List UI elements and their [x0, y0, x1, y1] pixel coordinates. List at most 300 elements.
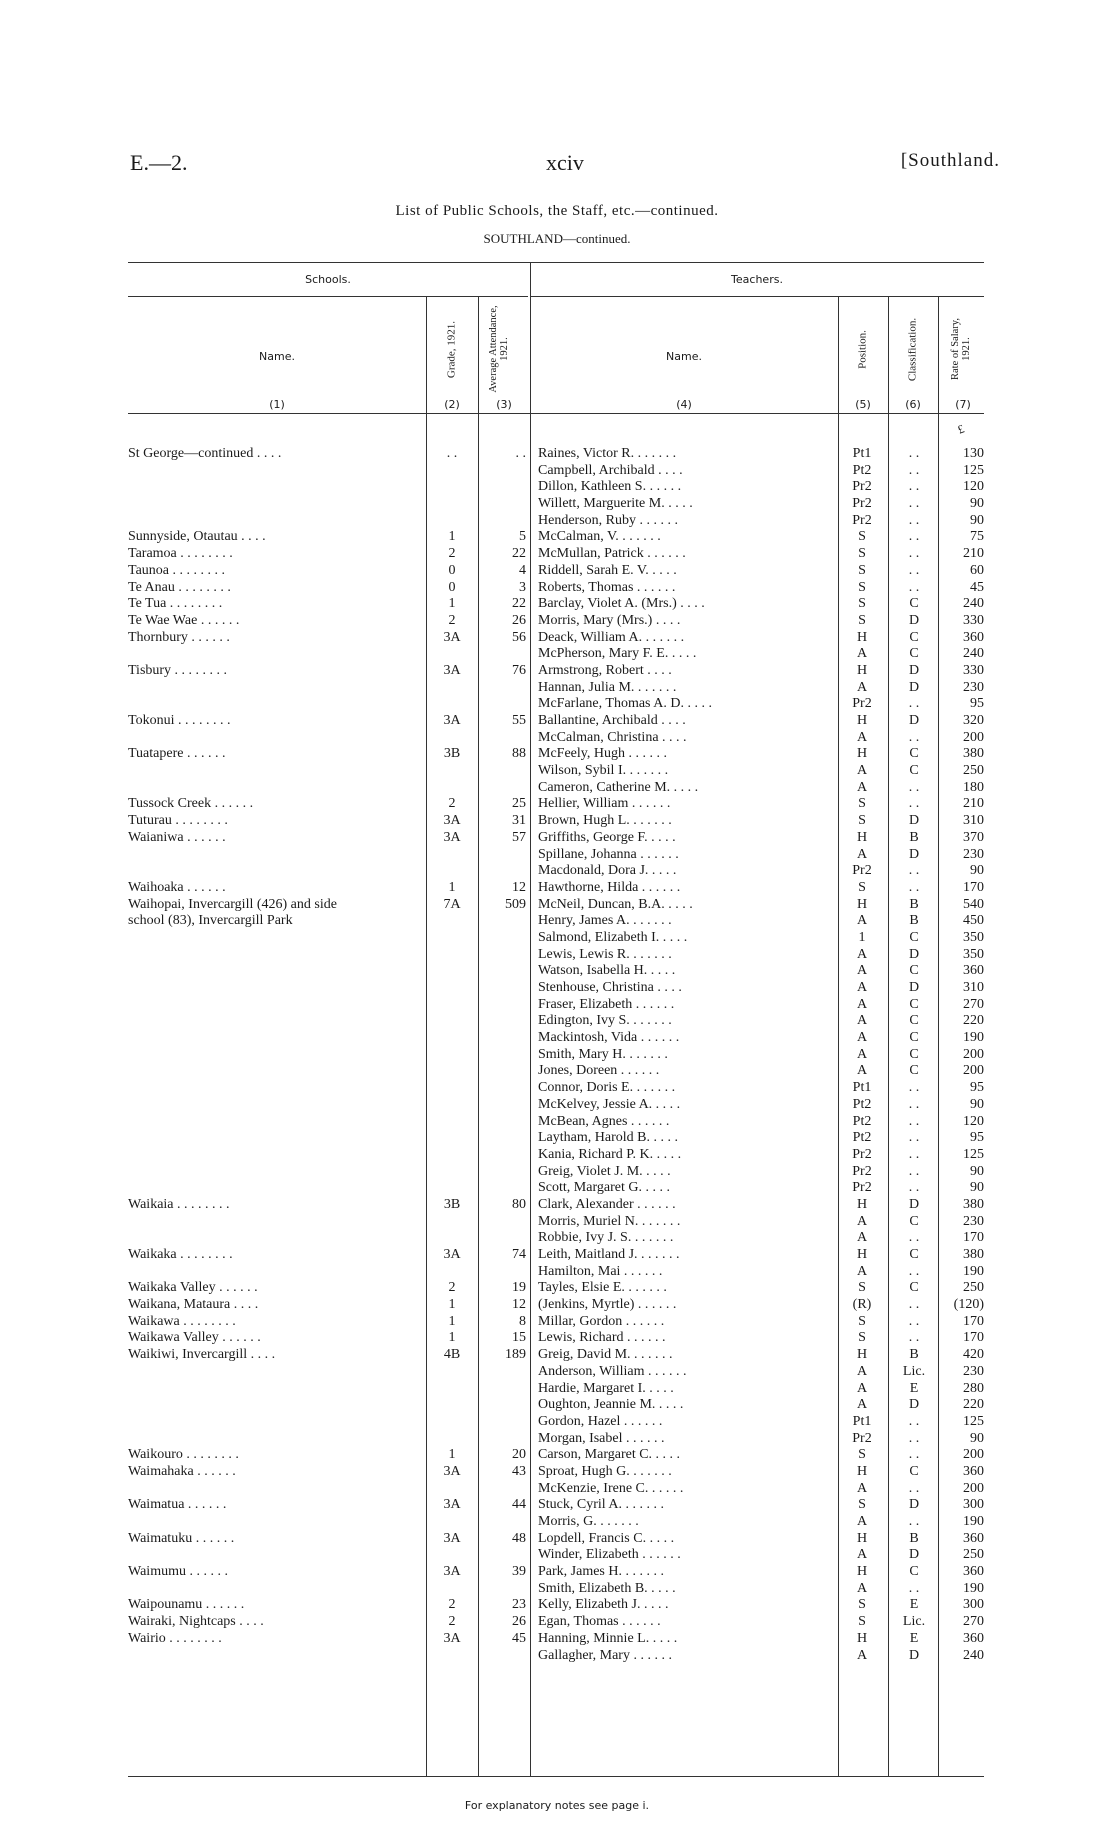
school-name-cell: Tokonui . . . . . . . .	[128, 713, 231, 728]
school-name-cell: Waimatua . . . . . .	[128, 1497, 227, 1513]
table-row	[0, 680, 1114, 697]
grade-cell: 3A	[443, 1530, 461, 1546]
teacher-name-cell: Hamilton, Mai . . . . . .	[538, 1263, 663, 1279]
position-cell: A	[856, 980, 868, 995]
table-row	[0, 730, 1114, 747]
teacher-name-cell: Edington, Ivy S. . . . . . .	[538, 1013, 672, 1029]
classification-cell: . .	[908, 562, 920, 578]
position-cell: S	[858, 546, 866, 562]
position-cell: S	[858, 596, 866, 612]
teacher-name-cell: Oughton, Jeannie M. . . . .	[538, 1397, 684, 1413]
table-row	[0, 847, 1114, 864]
position-cell: A	[856, 963, 868, 979]
salary-cell: 75	[970, 529, 984, 545]
position-cell: A	[856, 1514, 868, 1529]
classification-cell: E	[909, 1380, 919, 1396]
attendance-cell: 5	[519, 529, 526, 545]
school-name-cell: Tussock Creek . . . . . .	[128, 796, 254, 812]
region-header: [Southland.	[900, 150, 1000, 171]
position-cell: Pt2	[852, 462, 872, 478]
table-row	[0, 1431, 1114, 1448]
salary-cell: 220	[963, 1013, 984, 1029]
position-cell: S	[858, 612, 866, 628]
salary-cell: 90	[970, 863, 984, 879]
position-cell: A	[856, 1397, 868, 1413]
salary-cell: 310	[963, 813, 984, 829]
salary-cell: 90	[970, 1180, 984, 1196]
teacher-name-cell: Millar, Gordon . . . . . .	[538, 1313, 665, 1329]
teacher-name-cell: Smith, Mary H. . . . . . .	[538, 1046, 668, 1062]
grade-cell: 1	[448, 596, 456, 612]
position-cell: Pr2	[852, 1180, 872, 1196]
section-code: E.—2.	[130, 150, 188, 175]
table-row	[0, 1097, 1114, 1114]
classification-cell: D	[908, 980, 920, 995]
position-cell: H	[856, 1530, 868, 1546]
table-row	[0, 1180, 1114, 1197]
teacher-name-cell: Lewis, Lewis R. . . . . . .	[538, 946, 672, 962]
classification-cell: . .	[908, 1480, 920, 1496]
classification-cell: Lic.	[902, 1363, 926, 1379]
position-cell: H	[856, 1463, 868, 1479]
classification-cell: . .	[908, 1113, 920, 1129]
table-row	[0, 997, 1114, 1014]
table-row	[0, 1631, 1114, 1648]
position-cell: S	[858, 529, 866, 545]
grade-cell: 0	[448, 579, 456, 595]
table-row	[0, 813, 1114, 830]
classification-cell: . .	[908, 1413, 920, 1429]
table-row	[0, 980, 1114, 997]
salary-cell: 95	[970, 696, 984, 712]
position-cell: S	[858, 1447, 866, 1463]
table-row	[0, 1330, 1114, 1347]
classification-cell: . .	[908, 462, 920, 478]
school-name-cell: Tuatapere . . . . . .	[128, 746, 226, 762]
classification-cell: . .	[908, 879, 920, 895]
classification-cell: . .	[908, 1096, 920, 1112]
classification-cell: C	[909, 746, 919, 762]
position-cell: Pt1	[852, 1413, 872, 1429]
teacher-name-cell: Watson, Isabella H. . . . .	[538, 963, 676, 979]
teacher-name-cell: McKenzie, Irene C. . . . . .	[538, 1480, 684, 1496]
attendance-cell: 15	[512, 1330, 526, 1346]
salary-cell: 190	[963, 1263, 984, 1279]
attendance-cell: 3	[519, 579, 526, 595]
page-subtitle: SOUTHLAND—continued.	[483, 231, 631, 246]
attendance-cell: 20	[512, 1447, 526, 1463]
classification-cell: . .	[908, 1080, 920, 1096]
table-row	[0, 1264, 1114, 1281]
table-row	[0, 496, 1114, 513]
teacher-name-cell: Gordon, Hazel . . . . . .	[538, 1413, 663, 1429]
teacher-name-cell: Deack, William A. . . . . . .	[538, 629, 685, 645]
salary-cell: 190	[963, 1580, 984, 1596]
grade-cell: 3B	[443, 1196, 461, 1212]
position-cell: S	[858, 579, 866, 595]
table-row	[0, 646, 1114, 663]
classification-cell: C	[909, 929, 919, 945]
grade-heading: Grade, 1921.	[445, 320, 458, 379]
grade-cell: 1	[448, 879, 456, 895]
salary-cell: 230	[963, 1363, 984, 1379]
table-row	[0, 1214, 1114, 1231]
teacher-name-cell: Armstrong, Robert . . . .	[538, 662, 672, 678]
attendance-cell: 4	[519, 562, 526, 578]
teacher-name-cell: Salmond, Elizabeth I. . . . .	[538, 929, 688, 945]
table-row	[0, 1197, 1114, 1214]
attendance-cell: 31	[512, 813, 526, 829]
table-row	[0, 1130, 1114, 1147]
grade-cell: 4B	[443, 1347, 461, 1363]
classification-cell: . .	[908, 1230, 920, 1246]
classification-cell: D	[908, 662, 920, 678]
grade-cell: 1	[448, 1447, 456, 1463]
position-cell: H	[856, 1347, 868, 1363]
schools-group-rule	[128, 296, 528, 297]
table-row	[0, 780, 1114, 797]
table-row	[0, 1047, 1114, 1064]
position-cell: Pr2	[852, 1146, 872, 1162]
position-cell: S	[858, 796, 866, 812]
classification-cell: . .	[908, 512, 920, 528]
salary-cell: 380	[963, 1247, 984, 1262]
teacher-name-cell: Stuck, Cyril A. . . . . . .	[538, 1497, 665, 1513]
grade-cell: 3A	[443, 1247, 461, 1262]
salary-cell: 360	[963, 1530, 984, 1546]
attendance-cell: 44	[512, 1497, 526, 1513]
position-cell: A	[856, 1263, 868, 1279]
salary-cell: 90	[970, 1430, 984, 1446]
teacher-name-cell: Leith, Maitland J. . . . . . .	[538, 1247, 680, 1262]
salary-cell: 200	[963, 729, 984, 745]
teacher-name-cell: (Jenkins, Myrtle) . . . . . .	[538, 1297, 677, 1313]
table-row	[0, 1114, 1114, 1131]
table-row	[0, 663, 1114, 680]
table-top-rule	[128, 262, 984, 263]
classification-cell: D	[908, 679, 920, 695]
teacher-name-cell: Campbell, Archibald . . . .	[538, 462, 683, 478]
position-cell: S	[858, 1614, 866, 1630]
salary-cell: 90	[970, 1163, 984, 1179]
teacher-name-cell: Wilson, Sybil I. . . . . . .	[538, 763, 669, 779]
classification-cell: . .	[908, 546, 920, 562]
table-row	[0, 1030, 1114, 1047]
page-header	[130, 150, 1000, 180]
teacher-name-cell: Robbie, Ivy J. S. . . . . . .	[538, 1230, 674, 1246]
school-name-cell: school (83), Invercargill Park	[128, 913, 293, 929]
col-number: (3)	[496, 398, 512, 411]
teacher-name-cell: Cameron, Catherine M. . . . .	[538, 779, 699, 795]
position-cell: H	[856, 1630, 868, 1646]
salary-cell: 190	[963, 1030, 984, 1046]
attendance-cell: 189	[505, 1347, 526, 1363]
salary-cell: 320	[963, 713, 984, 728]
school-name-cell: Wairaki, Nightcaps . . . .	[128, 1614, 264, 1630]
classification-cell: C	[909, 963, 919, 979]
salary-cell: 200	[963, 1063, 984, 1079]
classification-heading: Classification.	[906, 317, 919, 382]
teacher-name-cell: Spillane, Johanna . . . . . .	[538, 846, 679, 862]
position-cell: A	[856, 913, 868, 929]
position-cell: H	[856, 746, 868, 762]
school-name-cell: Waikaia . . . . . . . .	[128, 1196, 230, 1212]
salary-cell: 90	[970, 1096, 984, 1112]
salary-cell: 125	[963, 1146, 984, 1162]
school-name-cell: Taunoa . . . . . . . .	[128, 562, 226, 578]
classification-cell: D	[908, 813, 920, 829]
grade-cell: 3A	[443, 662, 461, 678]
position-cell: Pt1	[852, 1080, 872, 1096]
col-number: (2)	[444, 398, 460, 411]
teacher-name-cell: Stenhouse, Christina . . . .	[538, 980, 682, 995]
grade-cell: 2	[448, 1280, 456, 1296]
teachers-group-heading: Teachers.	[731, 273, 783, 286]
teacher-name-cell: Roberts, Thomas . . . . . .	[538, 579, 676, 595]
position-cell: A	[856, 1030, 868, 1046]
grade-cell: 1	[448, 1330, 456, 1346]
attendance-cell: 55	[512, 713, 526, 728]
salary-cell: 60	[970, 562, 984, 578]
classification-cell: . .	[908, 1330, 920, 1346]
table-row	[0, 713, 1114, 730]
teacher-name-cell: Sproat, Hugh G. . . . . . .	[538, 1463, 672, 1479]
teacher-name-cell: Hellier, William . . . . . .	[538, 796, 671, 812]
position-cell: Pr2	[852, 696, 872, 712]
position-cell: Pt2	[852, 1096, 872, 1112]
position-cell: A	[856, 1647, 868, 1663]
classification-cell: C	[909, 1213, 919, 1229]
classification-cell: B	[909, 913, 919, 929]
classification-cell: . .	[908, 479, 920, 495]
classification-cell: . .	[908, 796, 920, 812]
salary-cell: 170	[963, 1313, 984, 1329]
position-cell: A	[856, 1230, 868, 1246]
position-heading: Position.	[856, 330, 869, 369]
grade-cell: 3B	[443, 746, 461, 762]
teacher-name-cell: Egan, Thomas . . . . . .	[538, 1614, 661, 1630]
classification-cell: . .	[908, 1447, 920, 1463]
teacher-name-cell: Morgan, Isabel . . . . . .	[538, 1430, 665, 1446]
salary-heading: Rate of Salary, 1921.	[950, 318, 972, 381]
classification-cell: C	[909, 1564, 919, 1580]
attendance-cell: 88	[512, 746, 526, 762]
teacher-name-cell: Park, James H. . . . . . .	[538, 1564, 664, 1580]
salary-cell: 230	[963, 679, 984, 695]
table-row	[0, 1280, 1114, 1297]
attendance-cell: 76	[512, 662, 526, 678]
teacher-name-cell: Lopdell, Francis C. . . . .	[538, 1530, 675, 1546]
position-cell: S	[858, 879, 866, 895]
school-name-heading: Name.	[259, 350, 295, 363]
attendance-cell: 26	[512, 612, 526, 628]
school-name-cell: Te Tua . . . . . . . .	[128, 596, 223, 612]
salary-cell: 360	[963, 1564, 984, 1580]
school-name-cell: Waikawa Valley . . . . . .	[128, 1330, 261, 1346]
page-number: xciv	[546, 150, 584, 175]
classification-cell: . .	[908, 1146, 920, 1162]
table-row	[0, 913, 1114, 930]
position-cell: S	[858, 1280, 866, 1296]
classification-cell: D	[908, 612, 920, 628]
table-row	[0, 696, 1114, 713]
salary-cell: 250	[963, 1280, 984, 1296]
table-row	[0, 446, 1114, 463]
salary-cell: 360	[963, 1630, 984, 1646]
attendance-cell: 45	[512, 1630, 526, 1646]
teacher-name-cell: Dillon, Kathleen S. . . . . .	[538, 479, 682, 495]
table-row	[0, 1397, 1114, 1414]
classification-cell: D	[908, 1497, 920, 1513]
position-cell: S	[858, 813, 866, 829]
salary-cell: 170	[963, 1230, 984, 1246]
currency-symbol: £	[955, 421, 967, 437]
attendance-cell: 8	[519, 1313, 526, 1329]
position-cell: A	[856, 1013, 868, 1029]
table-row	[0, 563, 1114, 580]
classification-cell: . .	[908, 729, 920, 745]
salary-cell: 350	[963, 946, 984, 962]
teacher-name-cell: Henderson, Ruby . . . . . .	[538, 512, 678, 528]
grade-cell: 2	[448, 1597, 456, 1613]
salary-cell: 200	[963, 1046, 984, 1062]
teacher-name-cell: Mackintosh, Vida . . . . . .	[538, 1030, 680, 1046]
table-row	[0, 1531, 1114, 1548]
classification-cell: C	[909, 596, 919, 612]
school-name-cell: Tisbury . . . . . . . .	[128, 662, 228, 678]
salary-cell: 210	[963, 796, 984, 812]
salary-cell: 330	[963, 612, 984, 628]
teacher-name-cell: Morris, G. . . . . . .	[538, 1514, 639, 1529]
salary-cell: 360	[963, 963, 984, 979]
school-name-cell: Thornbury . . . . . .	[128, 629, 230, 645]
teacher-name-cell: Anderson, William . . . . . .	[538, 1363, 687, 1379]
position-cell: A	[856, 1547, 868, 1563]
position-cell: A	[856, 1063, 868, 1079]
classification-cell: C	[909, 646, 919, 662]
table-row	[0, 1648, 1114, 1665]
classification-cell: D	[908, 1196, 920, 1212]
salary-cell: 350	[963, 929, 984, 945]
salary-cell: 190	[963, 1514, 984, 1529]
grade-cell: 3A	[443, 1564, 461, 1580]
salary-cell: 90	[970, 496, 984, 512]
table-row	[0, 529, 1114, 546]
teacher-name-cell: McBean, Agnes . . . . . .	[538, 1113, 670, 1129]
position-cell: A	[856, 996, 868, 1012]
position-cell: A	[856, 763, 868, 779]
attendance-cell: 48	[512, 1530, 526, 1546]
table-row	[0, 463, 1114, 480]
position-cell: A	[856, 1046, 868, 1062]
salary-cell: 240	[963, 646, 984, 662]
teacher-name-cell: McCalman, Christina . . . .	[538, 729, 687, 745]
classification-cell: . .	[908, 1313, 920, 1329]
table-row	[0, 1414, 1114, 1431]
classification-cell: C	[909, 1013, 919, 1029]
salary-cell: 230	[963, 1213, 984, 1229]
table-row	[0, 796, 1114, 813]
teacher-name-cell: Connor, Doris E. . . . . . .	[538, 1080, 676, 1096]
table-row	[0, 1063, 1114, 1080]
school-name-cell: Waihopai, Invercargill (426) and side	[128, 896, 337, 912]
attendance-cell: 26	[512, 1614, 526, 1630]
teacher-name-cell: Carson, Margaret C. . . . .	[538, 1447, 681, 1463]
salary-cell: 380	[963, 746, 984, 762]
classification-cell: . .	[908, 863, 920, 879]
salary-cell: 540	[963, 896, 984, 912]
classification-cell: C	[909, 1463, 919, 1479]
attendance-cell: 12	[512, 879, 526, 895]
school-name-cell: Te Wae Wae . . . . . .	[128, 612, 240, 628]
col-number: (1)	[269, 398, 285, 411]
teacher-name-cell: Hardie, Margaret I. . . . .	[538, 1380, 674, 1396]
classification-cell: B	[909, 1347, 919, 1363]
grade-cell: 1	[448, 1297, 456, 1313]
classification-cell: C	[909, 1063, 919, 1079]
classification-cell: D	[908, 1397, 920, 1413]
position-cell: Pr2	[852, 512, 872, 528]
teacher-name-cell: Hannan, Julia M. . . . . . .	[538, 679, 677, 695]
teacher-name-cell: Macdonald, Dora J. . . . .	[538, 863, 677, 879]
salary-cell: 360	[963, 629, 984, 645]
position-cell: S	[858, 1330, 866, 1346]
table-row	[0, 1080, 1114, 1097]
table-row	[0, 1314, 1114, 1331]
salary-cell: 45	[970, 579, 984, 595]
teacher-name-heading: Name.	[666, 350, 702, 363]
school-name-cell: Waikaka Valley . . . . . .	[128, 1280, 258, 1296]
table-row	[0, 930, 1114, 947]
table-row	[0, 763, 1114, 780]
classification-cell: E	[909, 1630, 919, 1646]
position-cell: Pr2	[852, 1430, 872, 1446]
salary-cell: 120	[963, 1113, 984, 1129]
teacher-name-cell: Fraser, Elizabeth . . . . . .	[538, 996, 675, 1012]
school-name-cell: Te Anau . . . . . . . .	[128, 579, 231, 595]
salary-cell: 95	[970, 1080, 984, 1096]
teacher-name-cell: Gallagher, Mary . . . . . .	[538, 1647, 672, 1663]
school-name-cell: Waimahaka . . . . . .	[128, 1463, 236, 1479]
classification-cell: Lic.	[902, 1614, 926, 1630]
teacher-name-cell: Tayles, Elsie E. . . . . . .	[538, 1280, 667, 1296]
teacher-name-cell: McCalman, V. . . . . . .	[538, 529, 661, 545]
teacher-name-cell: Hanning, Minnie L. . . . .	[538, 1630, 678, 1646]
position-cell: A	[856, 846, 868, 862]
salary-cell: 90	[970, 512, 984, 528]
teacher-name-cell: Henry, James A. . . . . . .	[538, 913, 672, 929]
table-row	[0, 596, 1114, 613]
teacher-name-cell: Scott, Margaret G. . . . .	[538, 1180, 670, 1196]
table-row	[0, 880, 1114, 897]
salary-cell: 370	[963, 829, 984, 845]
position-cell: Pr2	[852, 496, 872, 512]
salary-cell: 170	[963, 1330, 984, 1346]
teacher-name-cell: Greig, Violet J. M. . . . .	[538, 1163, 671, 1179]
teacher-name-cell: McFarlane, Thomas A. D. . . . .	[538, 696, 712, 712]
salary-cell: 360	[963, 1463, 984, 1479]
school-name-cell: Waikaka . . . . . . . .	[128, 1247, 233, 1262]
table-row	[0, 1514, 1114, 1531]
position-cell: A	[856, 1213, 868, 1229]
table-row	[0, 1581, 1114, 1598]
position-cell: Pr2	[852, 1163, 872, 1179]
table-row	[0, 580, 1114, 597]
table-row	[0, 1564, 1114, 1581]
school-name-cell: Waianiwa . . . . . .	[128, 829, 226, 845]
teacher-name-cell: Willett, Marguerite M. . . . .	[538, 496, 693, 512]
grade-cell: 3A	[443, 713, 461, 728]
